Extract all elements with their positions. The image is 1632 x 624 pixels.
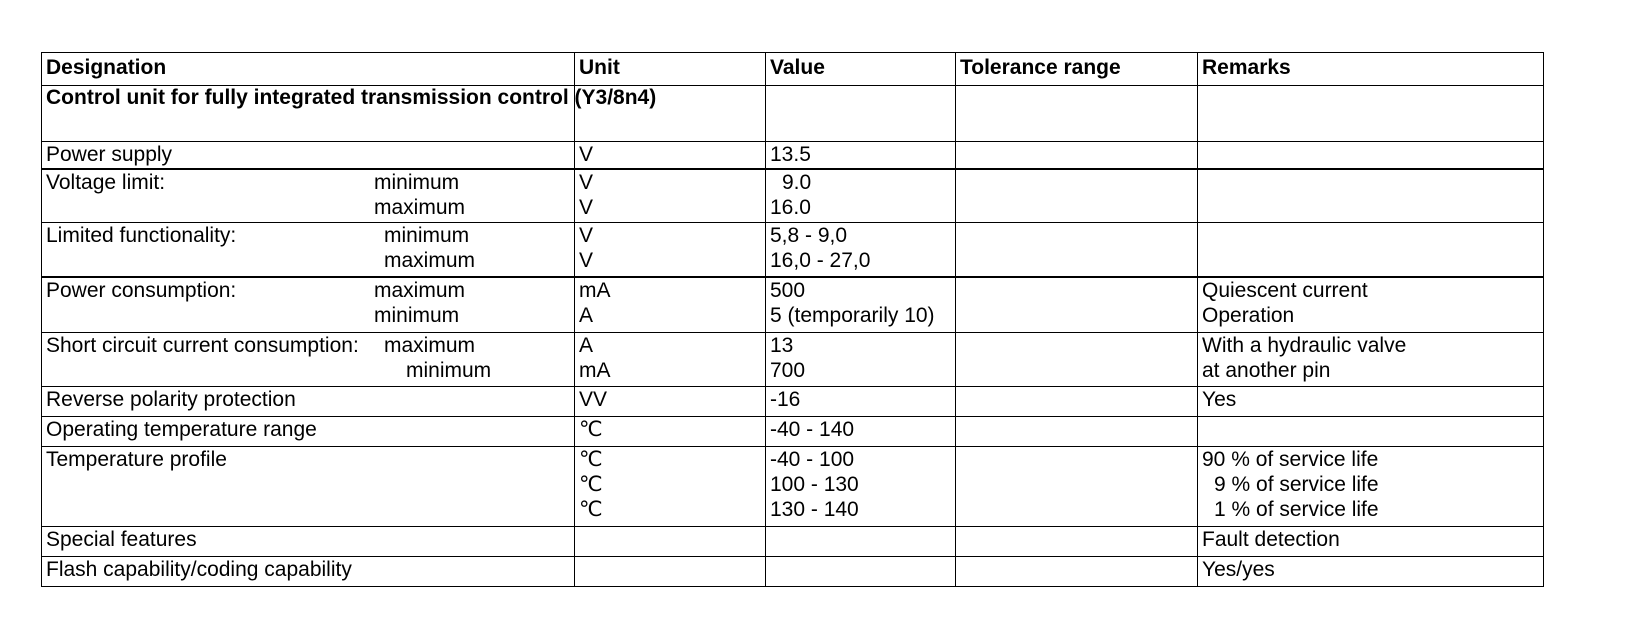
designation-cell: Reverse polarity protection	[42, 387, 575, 417]
remarks-cell	[1198, 333, 1544, 387]
header-remarks: Remarks	[1198, 53, 1544, 86]
unit-cell	[575, 277, 766, 333]
value-cell	[766, 277, 956, 333]
value-cell: -40 - 140	[766, 417, 956, 447]
sub-label: maximum	[374, 195, 466, 219]
table-row	[42, 447, 1544, 527]
value-line: 13	[770, 334, 794, 357]
remarks-cell: Yes	[1198, 387, 1544, 417]
remarks-cell	[1198, 447, 1544, 527]
unit-cell	[575, 557, 766, 587]
designation-cell: Power supply	[42, 142, 575, 169]
section-title: Control unit for fully integrated transmission control (Y3/8n4)	[42, 86, 575, 142]
unit-cell: VV	[575, 387, 766, 417]
unit-line: mA	[579, 359, 611, 382]
value-line: 16,0 - 27,0	[770, 249, 871, 272]
value-cell	[766, 169, 956, 223]
unit-line: V	[579, 170, 594, 194]
value-cell	[766, 333, 956, 387]
header-unit: Unit	[575, 53, 766, 86]
value-line: 16.0	[770, 195, 811, 219]
designation-label: Limited functionality:	[46, 224, 237, 247]
value-cell	[766, 527, 956, 557]
header-row	[42, 53, 1544, 86]
tolerance-cell	[956, 557, 1198, 587]
tolerance-cell	[956, 387, 1198, 417]
tolerance-cell	[956, 527, 1198, 557]
value-line: 130 - 140	[770, 498, 859, 521]
unit-cell: V	[575, 142, 766, 169]
header-value: Value	[766, 53, 956, 86]
remarks-cell: Fault detection	[1198, 527, 1544, 557]
table-row	[42, 223, 1544, 277]
specification-table	[41, 52, 1544, 587]
unit-line: V	[579, 249, 594, 272]
value-line: 500	[770, 278, 806, 302]
value-line: 100 - 130	[770, 473, 859, 496]
unit-line: ℃	[579, 448, 603, 471]
tolerance-cell	[956, 333, 1198, 387]
table-cell	[766, 86, 956, 142]
sub-label: minimum	[374, 303, 460, 327]
remarks-line: 90 % of service life	[1202, 448, 1379, 471]
remarks-cell	[1198, 277, 1544, 333]
header-designation: Designation	[42, 53, 575, 86]
sub-label: minimum	[406, 359, 492, 382]
table-row	[42, 557, 1544, 587]
designation-cell	[42, 169, 575, 223]
unit-line: A	[579, 334, 594, 357]
designation-cell: Operating temperature range	[42, 417, 575, 447]
sub-label: maximum	[374, 278, 466, 302]
header-tolerance: Tolerance range	[956, 53, 1198, 86]
unit-cell	[575, 333, 766, 387]
tolerance-cell	[956, 142, 1198, 169]
remarks-cell	[1198, 223, 1544, 277]
value-cell: -16	[766, 387, 956, 417]
value-line: -40 - 100	[770, 448, 855, 471]
designation-cell	[42, 223, 575, 277]
remarks-line: Quiescent current	[1202, 278, 1368, 302]
remarks-line: Operation	[1202, 303, 1295, 327]
value-line: 700	[770, 359, 806, 382]
designation-cell	[42, 333, 575, 387]
remarks-cell: Yes/yes	[1198, 557, 1544, 587]
unit-cell: ℃	[575, 417, 766, 447]
sub-label: maximum	[384, 334, 476, 357]
remarks-line: at another pin	[1202, 359, 1331, 382]
tolerance-cell	[956, 277, 1198, 333]
table-row	[42, 169, 1544, 223]
table-cell	[956, 86, 1198, 142]
table-row	[42, 142, 1544, 169]
value-line: 5 (temporarily 10)	[770, 303, 935, 327]
tolerance-cell	[956, 417, 1198, 447]
designation-cell: Temperature profile	[42, 447, 575, 527]
sub-label: maximum	[384, 249, 476, 272]
unit-line: ℃	[579, 498, 603, 521]
value-line: 5,8 - 9,0	[770, 224, 848, 247]
unit-line: mA	[579, 278, 611, 302]
unit-line: ℃	[579, 473, 603, 496]
unit-line: V	[579, 195, 594, 219]
designation-cell: Special features	[42, 527, 575, 557]
remarks-cell	[1198, 142, 1544, 169]
value-cell	[766, 447, 956, 527]
section-row	[42, 86, 1544, 142]
tolerance-cell	[956, 169, 1198, 223]
tolerance-cell	[956, 447, 1198, 527]
unit-line: V	[579, 224, 594, 247]
table-row	[42, 387, 1544, 417]
designation-cell	[42, 277, 575, 333]
designation-label: Voltage limit:	[46, 170, 166, 194]
designation-cell: Flash capability/coding capability	[42, 557, 575, 587]
unit-line: A	[579, 303, 594, 327]
value-cell	[766, 557, 956, 587]
sub-label: minimum	[374, 170, 460, 194]
unit-cell	[575, 447, 766, 527]
remarks-line: With a hydraulic valve	[1202, 334, 1407, 357]
value-cell	[766, 223, 956, 277]
tolerance-cell	[956, 223, 1198, 277]
value-line: 9.0	[782, 170, 812, 194]
designation-label: Power consumption:	[46, 278, 237, 302]
remarks-line: 1 % of service life	[1214, 498, 1379, 521]
table-row	[42, 417, 1544, 447]
sub-label: minimum	[384, 224, 470, 247]
unit-cell	[575, 169, 766, 223]
table-row	[42, 333, 1544, 387]
table-cell	[1198, 86, 1544, 142]
remarks-cell	[1198, 417, 1544, 447]
unit-cell	[575, 223, 766, 277]
remarks-cell	[1198, 169, 1544, 223]
table-row	[42, 277, 1544, 333]
table-row	[42, 527, 1544, 557]
unit-cell	[575, 527, 766, 557]
value-cell: 13.5	[766, 142, 956, 169]
remarks-line: 9 % of service life	[1214, 473, 1379, 496]
designation-label: Short circuit current consumption:	[46, 334, 359, 357]
